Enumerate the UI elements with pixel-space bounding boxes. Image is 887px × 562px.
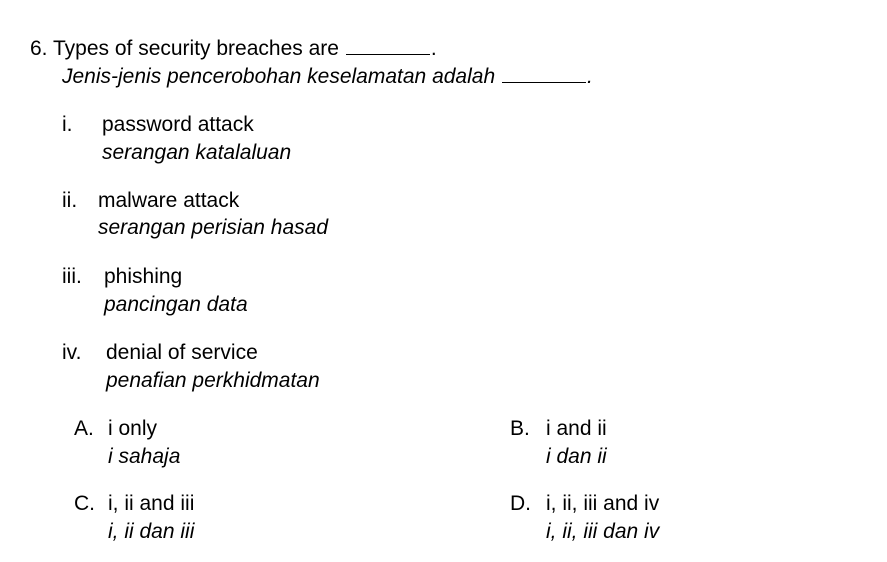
option-en-a: i only [108,417,158,440]
question-text-ms: Jenis-jenis pencerobohan keselamatan adalah [62,65,496,88]
option-letter-c: C. [74,492,95,515]
statement-ms-1: serangan katalaluan [102,141,292,164]
question-text-en: Types of security breaches are [52,37,339,60]
question-end-ms: . [586,65,593,88]
question-line-ms [62,66,593,87]
option-letter-b: B. [510,417,530,440]
option-ms-d: i, ii, iii dan iv [546,520,660,543]
option-ms-a: i sahaja [108,445,181,468]
option-en-d: i, ii, iii and iv [546,492,660,515]
statement-en-1: password attack [102,113,254,136]
answer-blank-en [346,54,430,55]
statement-numeral-3: iii. [62,265,82,288]
question-end-en: . [430,37,437,60]
answer-blank-ms [502,82,586,83]
statement-numeral-4: iv. [62,341,82,364]
statement-numeral-1: i. [62,113,73,136]
statement-ms-3: pancingan data [104,293,248,316]
statement-ms-2: serangan perisian hasad [98,216,328,239]
statement-numeral-2: ii. [62,189,78,212]
question-line-en [30,38,437,59]
option-ms-b: i dan ii [546,445,607,468]
statement-en-3: phishing [104,265,183,288]
statement-en-2: malware attack [98,189,240,212]
question-number: 6. [30,37,48,60]
option-letter-a: A. [74,417,94,440]
option-ms-c: i, ii dan iii [108,520,195,543]
statement-ms-4: penafian perkhidmatan [106,369,320,392]
option-letter-d: D. [510,492,531,515]
option-en-b: i and ii [546,417,607,440]
statement-en-4: denial of service [106,341,258,364]
option-en-c: i, ii and iii [108,492,195,515]
